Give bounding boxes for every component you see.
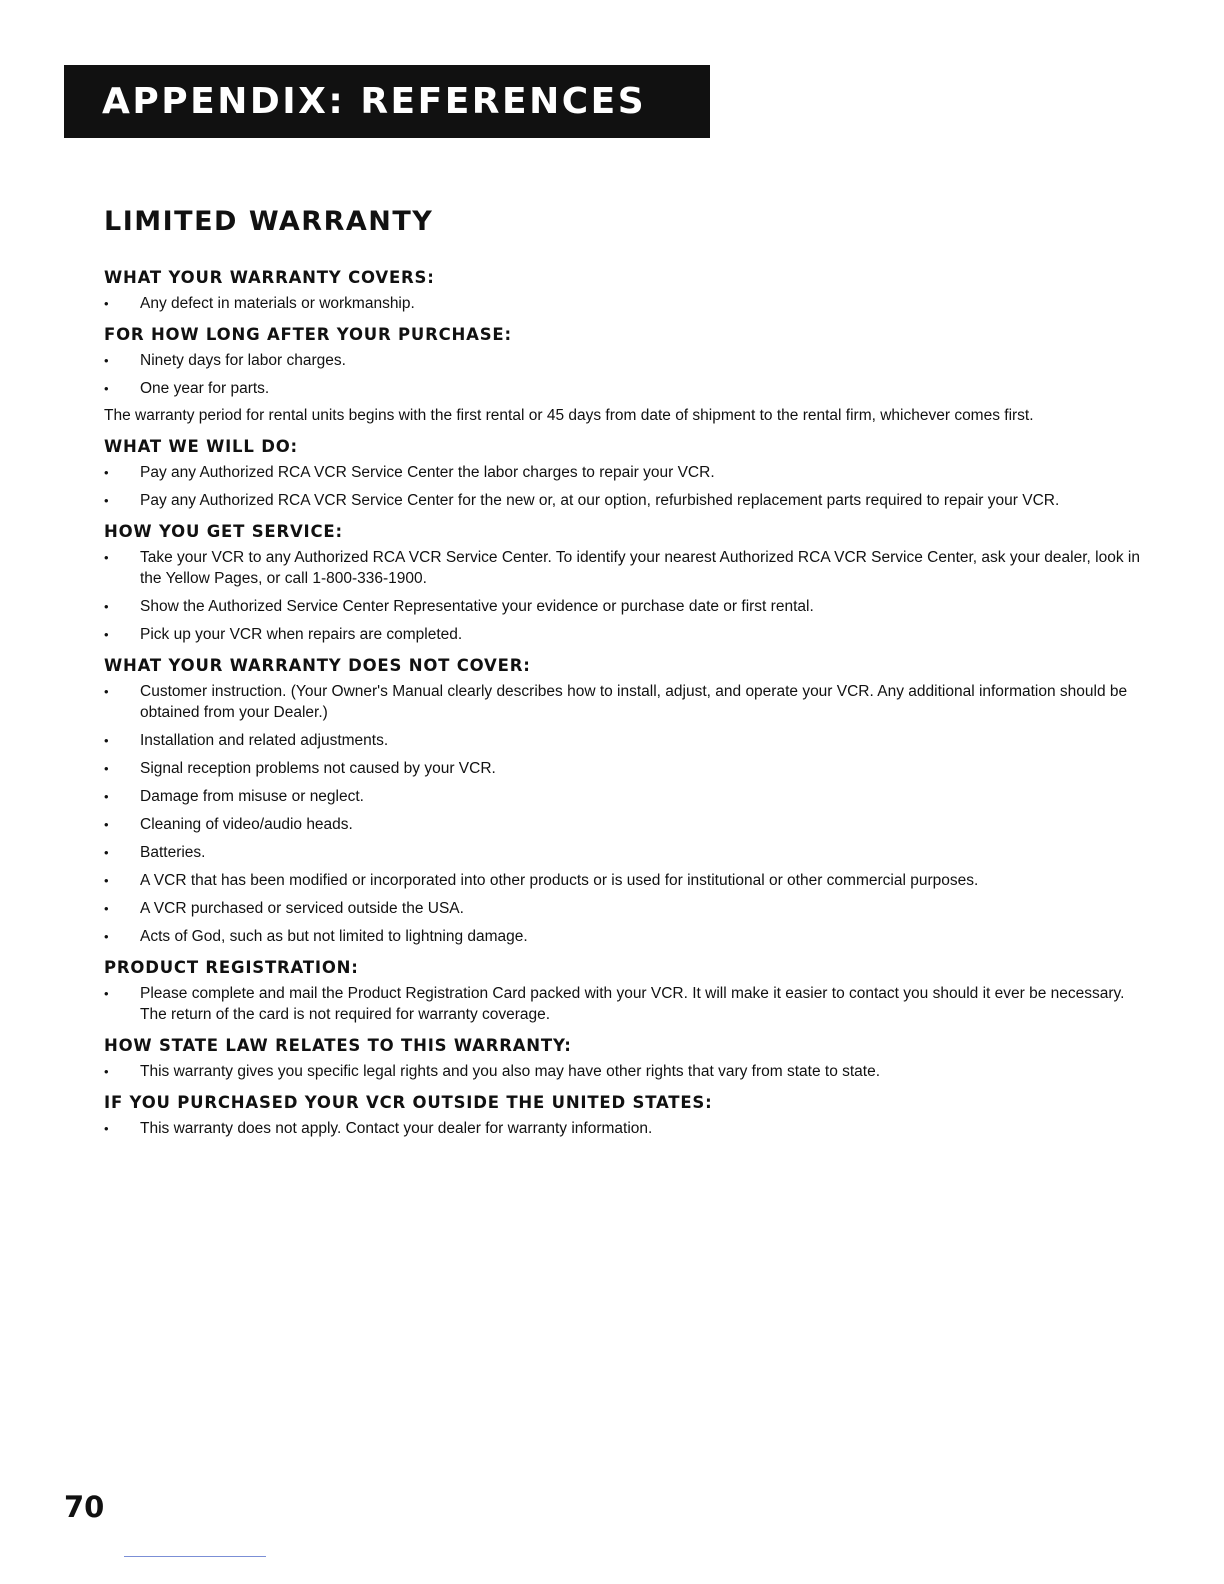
list-item: • Pick up your VCR when repairs are completed.: [104, 624, 1144, 645]
list-item: • A VCR that has been modified or incorporated into other products or is used for institutional or other commercial purposes.: [104, 870, 1144, 891]
bullet-list: [104, 681, 1144, 947]
list-item: • Show the Authorized Service Center Representative your evidence or purchase date or first rental.: [104, 596, 1144, 617]
warranty-section: [104, 435, 1144, 511]
list-item: • This warranty gives you specific legal rights and you also may have other rights that vary from state to state.: [104, 1061, 1144, 1082]
bullet-list: [104, 1118, 1144, 1139]
page-title: LIMITED WARRANTY: [104, 206, 434, 237]
warranty-section: [104, 1034, 1144, 1082]
list-item: • Pay any Authorized RCA VCR Service Center the labor charges to repair your VCR.: [104, 462, 1144, 483]
header-banner: [64, 65, 710, 138]
warranty-section: [104, 266, 1144, 314]
list-item: • Batteries.: [104, 842, 1144, 863]
section-heading: FOR HOW LONG AFTER YOUR PURCHASE:: [104, 325, 512, 344]
bullet-list: [104, 350, 1144, 399]
section-note: The warranty period for rental units begins with the first rental or 45 days from date of shipment to the rental firm, whichever comes first.: [104, 407, 1034, 424]
list-item: • This warranty does not apply. Contact your dealer for warranty information.: [104, 1118, 1144, 1139]
section-heading: WHAT YOUR WARRANTY COVERS:: [104, 268, 435, 287]
bullet-list: [104, 462, 1144, 511]
warranty-content: [104, 266, 1144, 1146]
list-item: • Installation and related adjustments.: [104, 730, 1144, 751]
footer-rule: [124, 1556, 266, 1557]
appendix-title: APPENDIX: REFERENCES: [102, 80, 647, 122]
section-heading: WHAT YOUR WARRANTY DOES NOT COVER:: [104, 656, 531, 675]
section-heading: HOW YOU GET SERVICE:: [104, 522, 343, 541]
list-item: • Any defect in materials or workmanship.: [104, 293, 1144, 314]
warranty-section: [104, 956, 1144, 1025]
section-heading: PRODUCT REGISTRATION:: [104, 958, 359, 977]
bullet-list: [104, 293, 1144, 314]
list-item: • A VCR purchased or serviced outside the USA.: [104, 898, 1144, 919]
list-item: • One year for parts.: [104, 378, 1144, 399]
list-item: • Damage from misuse or neglect.: [104, 786, 1144, 807]
warranty-section: [104, 520, 1144, 645]
list-item: • Customer instruction. (Your Owner's Manual clearly describes how to install, adjust, and operate your VCR. Any additional information should be obtained from your Dealer.): [104, 681, 1144, 723]
list-item: • Take your VCR to any Authorized RCA VCR Service Center. To identify your nearest Authorized RCA VCR Service Center, ask your dealer, look in the Yellow Pages, or call 1-800-336-1900.: [104, 547, 1144, 589]
bullet-list: [104, 983, 1144, 1025]
list-item: • Please complete and mail the Product Registration Card packed with your VCR. It will make it easier to contact you should it ever be necessary. The return of the card is not required for warranty coverage.: [104, 983, 1144, 1025]
warranty-section: [104, 654, 1144, 947]
section-heading: IF YOU PURCHASED YOUR VCR OUTSIDE THE UNITED STATES:: [104, 1093, 713, 1112]
bullet-list: [104, 1061, 1144, 1082]
section-heading: WHAT WE WILL DO:: [104, 437, 298, 456]
list-item: • Acts of God, such as but not limited to lightning damage.: [104, 926, 1144, 947]
list-item: • Signal reception problems not caused by your VCR.: [104, 758, 1144, 779]
section-heading: HOW STATE LAW RELATES TO THIS WARRANTY:: [104, 1036, 572, 1055]
list-item: • Ninety days for labor charges.: [104, 350, 1144, 371]
bullet-list: [104, 547, 1144, 645]
page-number: 70: [64, 1490, 105, 1524]
list-item: • Pay any Authorized RCA VCR Service Center for the new or, at our option, refurbished replacement parts required to repair your VCR.: [104, 490, 1144, 511]
warranty-section: [104, 323, 1144, 426]
list-item: • Cleaning of video/audio heads.: [104, 814, 1144, 835]
warranty-section: [104, 1091, 1144, 1139]
